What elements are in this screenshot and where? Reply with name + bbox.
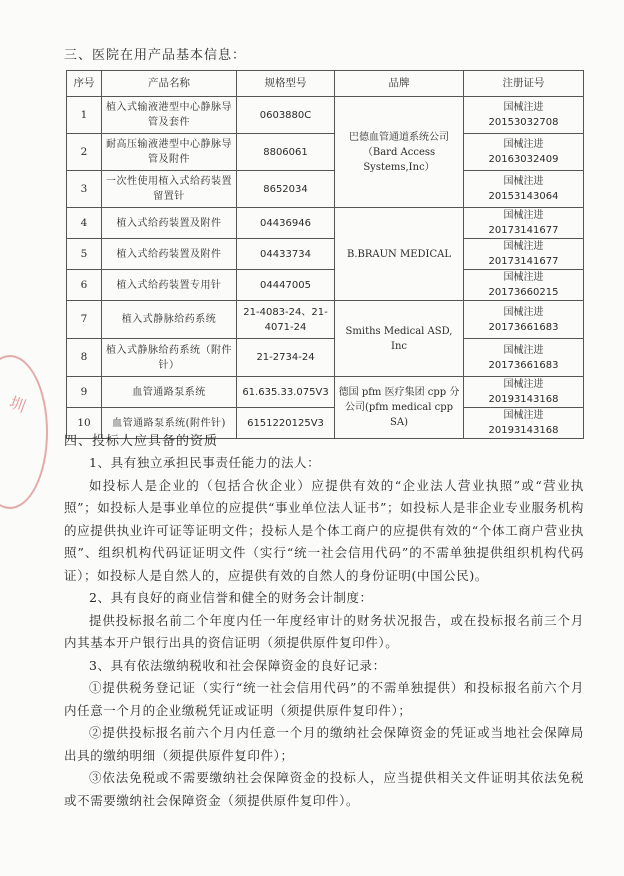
cell-product-name: 耐高压输液港型中心静脉导管及附件 [102,134,237,171]
cell-serial: 3 [67,171,102,208]
table-row [67,239,584,270]
cell-serial: 8 [67,339,102,377]
cell-product-name: 植入式静脉给药系统（附件针） [102,339,237,377]
cell-serial: 2 [67,134,102,171]
cell-spec: 6151220125V3 [237,408,335,439]
cell-product-name: 血管通路泵系统(附件针) [102,408,237,439]
cell-spec: 0603880C [237,97,335,134]
header-brand: 品牌 [335,71,464,97]
section4-content [64,452,584,812]
table-header-row [67,71,584,97]
cell-product-name: 血管通路泵系统 [102,377,237,408]
cell-spec: 21-4083-24、21-4071-24 [237,301,335,339]
cell-product-name: 植入式给药装置及附件 [102,239,237,270]
table-row [67,208,584,239]
cell-reg-no: 国械注进 20173661683 [464,339,584,377]
cell-serial: 4 [67,208,102,239]
cell-spec: 8806061 [237,134,335,171]
cell-serial: 5 [67,239,102,270]
red-seal-stamp [0,355,48,509]
cell-reg-no: 国械注进 20173141677 [464,208,584,239]
cell-reg-no: 国械注进 20193143168 [464,408,584,439]
item3-a: ①提供税务登记证（实行“统一社会信用代码”的不需单独提供）和投标报名前六个月内任意一个月的企业缴税凭证或证明（须提供原件复印件）； [64,680,584,718]
cell-serial: 6 [67,270,102,301]
cell-spec: 04436946 [237,208,335,239]
table-row [67,97,584,134]
table-row [67,339,584,377]
cell-reg-no: 国械注进 20153143064 [464,171,584,208]
header-spec: 规格型号 [237,71,335,97]
cell-spec: 61.635.33.075V3 [237,377,335,408]
section4-heading: 四、投标人应具备的资质 [64,434,219,449]
table-row [67,301,584,339]
cell-reg-no: 国械注进 20173660215 [464,270,584,301]
cell-serial: 10 [67,408,102,439]
item3-c: ③依法免税或不需要缴纳社会保障资金的投标人，应当提供相关文件证明其依法免税或不需要缴纳社会保障资金（须提供原件复印件）。 [64,770,584,808]
table-row [67,171,584,208]
cell-product-name: 植入式静脉给药系统 [102,301,237,339]
header-reg-no: 注册证号 [464,71,584,97]
cell-reg-no: 国械注进 20193143168 [464,377,584,408]
cell-serial: 7 [67,301,102,339]
header-serial: 序号 [67,71,102,97]
cell-product-name: 植入式输液港型中心静脉导管及套件 [102,97,237,134]
item1-title: 1、具有独立承担民事责任能力的法人： [89,455,321,470]
table-row [67,134,584,171]
item2-title: 2、具有良好的商业信誉和健全的财务会计制度： [89,590,373,605]
cell-brand: 巴德血管通道系统公司（Bard Access Systems,Inc） [335,97,464,208]
table-row [67,270,584,301]
cell-spec: 04447005 [237,270,335,301]
item3-title: 3、具有依法缴纳税收和社会保障资金的良好记录： [89,657,386,673]
product-table [66,70,584,439]
cell-reg-no: 国械注进 20163032409 [464,134,584,171]
seal-mark: 圳 [6,392,29,417]
cell-reg-no: 国械注进 20153032708 [464,97,584,134]
cell-spec: 21-2734-24 [237,339,335,377]
cell-product-name: 植入式给药装置及附件 [102,208,237,239]
table-row [67,377,584,408]
cell-spec: 8652034 [237,171,335,208]
section3-heading: 三、医院在用产品基本信息： [64,48,247,63]
cell-brand: B.BRAUN MEDICAL [335,208,464,301]
item3-b: ②提供投标报名前六个月内任意一个月的缴纳社会保障资金的凭证或当地社会保障局出具的缴纳明细（须提供原件复印件）； [64,725,584,763]
cell-product-name: 一次性使用植入式给药装置留置针 [102,171,237,208]
cell-product-name: 植入式给药装置专用针 [102,270,237,301]
cell-serial: 1 [67,97,102,134]
item2-body: 提供投标报名前二个年度内任一年度经审计的财务状况报告，或在投标报名前三个月内其基本开户银行出具的资信证明（须提供原件复印件）。 [64,612,584,650]
item1-body: 如投标人是企业的（包括合伙企业）应提供有效的“企业法人营业执照”或“营业执照”；如投标人是事业单位的应提供“事业单位法人证书”；如投标人是非企业专业服务机构的应提供执业许可证等证明文件；投标人是个体工商户的应提供有效的“个体工商户营业执照”、组织机构代码证证明文件（实行“统一社会信用代码”的不需单独提供组织机构代码证）；如投标人是自然人的，应提供有效的自然人的身份证明(中国公民)。 [64,477,584,583]
cell-serial: 9 [67,377,102,408]
cell-reg-no: 国械注进 20173661683 [464,301,584,339]
cell-spec: 04433734 [237,239,335,270]
header-product-name: 产品名称 [102,71,237,97]
cell-brand: Smiths Medical ASD, Inc [335,301,464,377]
cell-brand: 德国 pfm 医疗集团 cpp 分公司(pfm medical cpp SA) [335,377,464,439]
cell-reg-no: 国械注进 20173141677 [464,239,584,270]
